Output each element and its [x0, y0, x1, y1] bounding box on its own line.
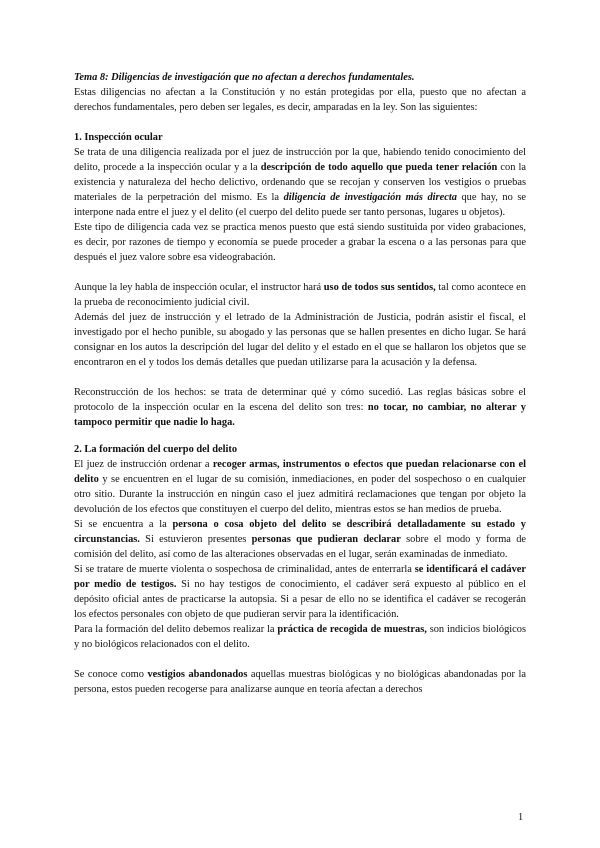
section-1-heading: 1. Inspección ocular: [74, 132, 163, 143]
section-1-paragraph-4: Además del juez de instrucción y el letrado de la Administración de Justicia, podrán asistir el fiscal, el investigado por el hecho punible, su abogado y las personas que se hallen presentes en dicho lugar. Se hará consignar en los autos la descripción del lugar del delito y el estado en el que se hallaron los objetos que se encontraron en el y todos los demás detalles que puedan utilizarse para la acusación y la defensa.: [74, 312, 526, 368]
section-2-paragraph-5: Se conoce como vestigios abandonados aquellas muestras biológicas y no biológicas abandonadas por la persona, estos pueden recogerse para analizarse aunque en teoría afectan a derechos: [74, 669, 526, 695]
document-body: [74, 70, 526, 697]
page-number: 1: [518, 812, 524, 823]
document-title: Tema 8: Diligencias de investigación que no afectan a derechos fundamentales.: [74, 72, 415, 83]
section-2-paragraph-4: Para la formación del delito debemos realizar la práctica de recogida de muestras, son indicios biológicos y no biológicos relacionados con el delito.: [74, 624, 527, 650]
section-2-heading: 2. La formación del cuerpo del delito: [74, 444, 238, 455]
section-2-paragraph-1: El juez de instrucción ordenar a recoger armas, instrumentos o efectos que puedan relacionarse con el delito y se encuentren en el lugar de su comisión, inmediaciones, en poder del sospechoso o en cualquier otro sitio. Durante la instrucción en ningún caso el juez admitirá reclamaciones que tengan por objeto la devolución de los efectos que constituyen el cuerpo del delito, mientras estos se han medios de prueba.: [74, 459, 526, 515]
section-2-paragraph-3: Si se tratare de muerte violenta o sospechosa de criminalidad, antes de enterrarla se identificará el cadáver por medio de testigos. Si no hay testigos de conocimiento, el cadáver será expuesto al público en el depósito oficial antes de practicarse la autopsia. Si a pesar de ello no se identifica el cadáver se recogerán los efectos personales con objeto de que pudieran servir para la identificación.: [74, 564, 526, 620]
section-1-paragraph-5: Reconstrucción de los hechos: se trata de determinar qué y cómo sucedió. Las reglas básicas sobre el protocolo de la inspección ocular en la escena del delito son tres: no tocar, no cambiar, no alterar y tampoco permitir que nadie lo haga.: [74, 387, 526, 428]
section-2-paragraph-2: Si se encuentra a la persona o cosa objeto del delito se describirá detalladamente su estado y circunstancias. Si estuvieron presentes personas que pudieran declarar sobre el modo y forma de comisión del delito, así como de las alteraciones observadas en el lugar, serán examinadas de inmediato.: [74, 519, 527, 560]
section-1-paragraph-2: Este tipo de diligencia cada vez se practica menos puesto que está siendo sustituida por video grabaciones, es decir, por razones de tiempo y economía se puede proceder a grabar la escena o a las personas para que después el juez valore sobre esa videograbación.: [74, 222, 526, 263]
section-1-paragraph-3: Aunque la ley habla de inspección ocular, el instructor hará uso de todos sus sentidos, tal como acontece en la prueba de reconocimiento judicial civil.: [74, 282, 526, 308]
intro-paragraph: Estas diligencias no afectan a la Constitución y no están protegidas por ella, puesto que no afectan a derechos fundamentales, pero deben ser legales, es decir, amparadas en la ley. Son las siguientes:: [74, 87, 526, 113]
section-1-paragraph-1: Se trata de una diligencia realizada por el juez de instrucción por la que, habiendo tenido conocimiento del delito, procede a la inspección ocular y a la descripción de todo aquello que pueda tener relación con la existencia y naturaleza del hecho delictivo, ordenando que se recojan y conserven los vestigios o pruebas materiales de la perpetración del mismo. Es la diligencia de investigación más directa que hay, no se interpone nada entre el juez y el delito (el cuerpo del delito puede ser tanto personas, lugares u objetos).: [74, 147, 526, 218]
